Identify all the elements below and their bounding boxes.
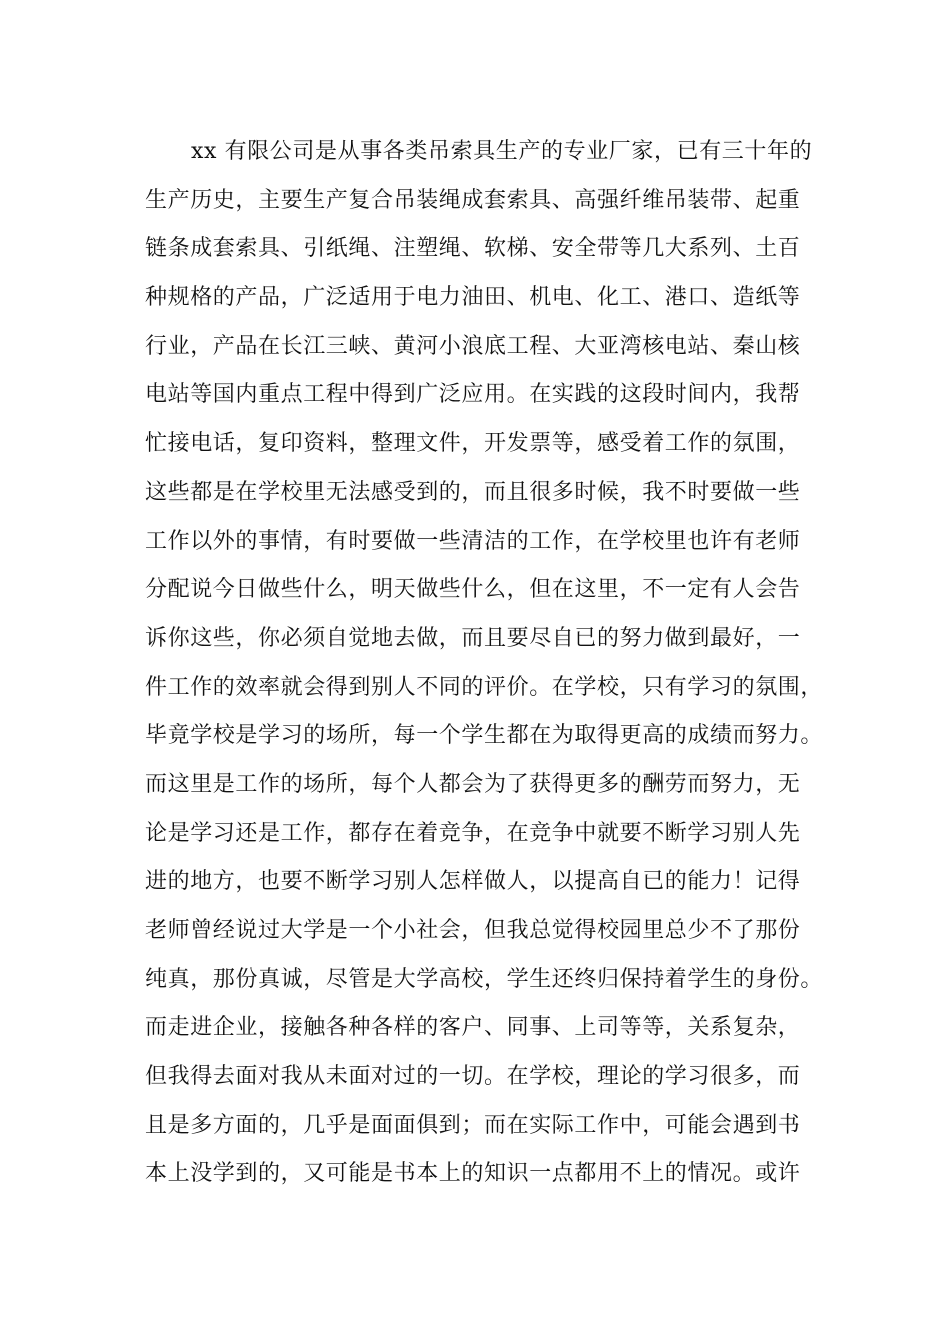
paragraph-line: 而这里是工作的场所，每个人都会为了获得更多的酬劳而努力，无 xyxy=(145,771,801,797)
paragraph-line: 进的地方，也要不断学习别人怎样做人，以提高自已的能力！记得 xyxy=(145,869,801,895)
paragraph-line: xx 有限公司是从事各类吊索具生产的专业厂家，已有三十年的 xyxy=(191,139,813,164)
paragraph-line: 生产历史，主要生产复合吊装绳成套索具、高强纤维吊装带、起重 xyxy=(145,187,801,213)
paragraph-line: 忙接电话，复印资料，整理文件，开发票等，感受着工作的氛围， xyxy=(145,431,801,457)
document-body-text xyxy=(145,128,825,1199)
paragraph-line: 行业，产品在长江三峡、黄河小浪底工程、大亚湾核电站、秦山核 xyxy=(145,333,801,359)
paragraph-line: 毕竟学校是学习的场所，每一个学生都在为取得更高的成绩而努力。 xyxy=(145,723,824,749)
paragraph-line: 本上没学到的，又可能是书本上的知识一点都用不上的情况。或许 xyxy=(145,1161,801,1187)
paragraph-line: 件工作的效率就会得到别人不同的评价。在学校，只有学习的氛围， xyxy=(145,674,824,700)
paragraph-line: 但我得去面对我从未面对过的一切。在学校，理论的学习很多，而 xyxy=(145,1064,801,1090)
paragraph-line: 电站等国内重点工程中得到广泛应用。在实践的这段时间内，我帮 xyxy=(145,382,801,408)
paragraph-line: 链条成套索具、引纸绳、注塑绳、软梯、安全带等几大系列、土百 xyxy=(145,236,801,262)
paragraph-line: 诉你这些，你必须自觉地去做，而且要尽自已的努力做到最好，一 xyxy=(145,625,801,651)
paragraph-line: 分配说今日做些什么，明天做些什么，但在这里，不一定有人会告 xyxy=(145,577,801,603)
paragraph-line: 种规格的产品，广泛适用于电力油田、机电、化工、港口、造纸等 xyxy=(145,285,801,311)
paragraph-line: 这些都是在学校里无法感受到的，而且很多时候，我不时要做一些 xyxy=(145,479,801,505)
paragraph-line: 论是学习还是工作，都存在着竞争，在竞争中就要不断学习别人先 xyxy=(145,820,801,846)
paragraph-line: 且是多方面的，几乎是面面俱到；而在实际工作中，可能会遇到书 xyxy=(145,1112,801,1138)
paragraph-line: 工作以外的事情，有时要做一些清洁的工作，在学校里也许有老师 xyxy=(145,528,801,554)
paragraph-line: 老师曾经说过大学是一个小社会，但我总觉得校园里总少不了那份 xyxy=(145,918,801,943)
paragraph-line: 纯真，那份真诚，尽管是大学高校，学生还终归保持着学生的身份。 xyxy=(145,966,824,992)
paragraph-line: 而走进企业，接触各种各样的客户、同事、上司等等，关系复杂， xyxy=(145,1015,801,1041)
